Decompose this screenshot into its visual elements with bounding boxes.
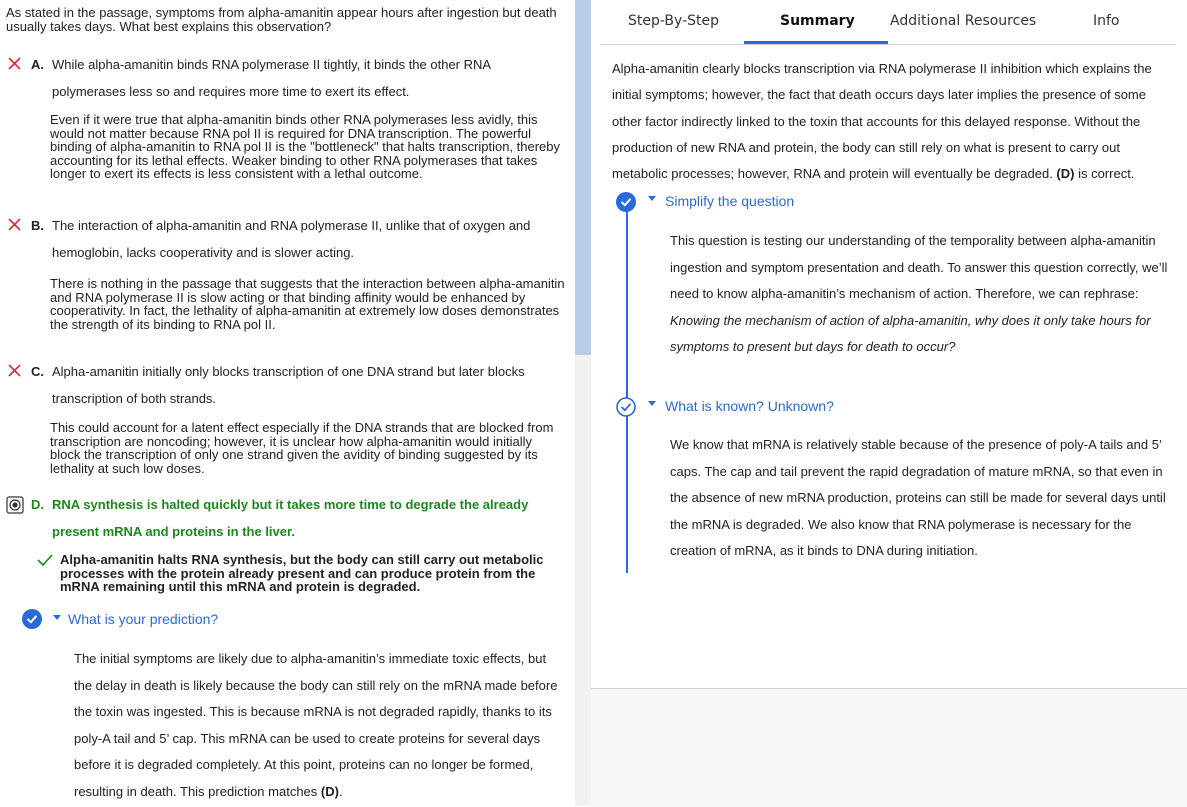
option-text: hemoglobin, lacks cooperativity and is slower acting.	[52, 245, 355, 260]
summary-body-end: is correct.	[1074, 166, 1135, 182]
step-body	[670, 228, 1175, 361]
radio-selected-icon[interactable]	[6, 496, 24, 514]
tab-info[interactable]: Info	[1093, 13, 1120, 29]
summary-text	[612, 56, 1172, 187]
prediction-text: The initial symptoms are likely due to alpha-amanitin’s immediate toxic effects, but the delay in death is likely because the body can still rely on the mRNA made before the toxin was ingested. This is because mRNA is not degraded rapidly, thanks to its poly-A tail and 5’ cap. This mRNA can be used to create proteins for several days before it is degraded completely. At this point, proteins can no longer be formed, resulting in death. This prediction matches	[74, 651, 558, 799]
timeline-line	[626, 203, 628, 573]
caret-down-icon[interactable]	[53, 615, 61, 620]
question-pane	[0, 0, 575, 806]
option-text: transcription of both strands.	[52, 391, 217, 406]
correct-explanation: Alpha-amanitin halts RNA synthesis, but the body can still carry out metabolic processes with the protein already present and can produce protein from the mRNA remaining until this mRNA and protein is degraded.	[60, 552, 544, 594]
option-text: Alpha-amanitin initially only blocks transcription of one DNA strand but later blocks	[52, 364, 525, 379]
option-explanation: Even if it were true that alpha-amanitin binds other RNA polymerases less avidly, this would not matter because RNA pol II is required for DNA transcription. The powerful binding of alpha-amanitin to RNA pol II is the "bottleneck" that halts transcription, thereby accounting for its lethal effects. Weaker binding to other RNA polymerases that takes longer to exert its effects is less consistent with a lethal outcome.	[50, 112, 561, 181]
option-text: RNA synthesis is halted quickly but it takes more time to degrade the already	[52, 497, 529, 512]
active-tab-indicator	[744, 41, 888, 44]
tab-bar	[601, 0, 1176, 45]
caret-down-icon[interactable]	[648, 401, 656, 406]
scrollbar[interactable]	[575, 0, 591, 806]
circle-check-icon	[22, 609, 42, 629]
step-body: We know that mRNA is relatively stable because of the presence of poly-A tails and 5’ caps. The cap and tail prevent the rapid degradation of mature mRNA, so that even in the absence of new mRNA production, proteins can still be made for several days until the mRNA is degraded. We also know that RNA polymerase is necessary for the creation of mRNA, as it binds to DNA during initiation.	[670, 437, 1166, 558]
step-rephrase: Knowing the mechanism of action of alpha-amanitin, why does it only take hours for symptoms to present but days for death to occur?	[670, 312, 1151, 354]
option-text: present mRNA and proteins in the liver.	[52, 524, 295, 539]
circle-check-icon	[616, 192, 636, 212]
step-title[interactable]: What is known? Unknown?	[665, 398, 834, 414]
option-explanation: There is nothing in the passage that suggests that the interaction between alpha-amanitin and RNA polymerase II is slow acting or that binding affinity would be enhanced by cooperativity. In fact, the lethality of alpha-amanitin at extremely low doses demonstrates the strength of its binding to RNA pol II.	[50, 276, 565, 332]
step-text: This question is testing our understanding of the temporality between alpha-amanitin ingestion and symptom presentation and death. To answer this question correctly, we’ll need to know alpha-amanitin’s mechanism of action. Therefore, we can rephrase:	[670, 233, 1168, 301]
tab-additional-resources[interactable]: Additional Resources	[890, 13, 1037, 29]
x-icon	[6, 216, 24, 234]
question-stem: As stated in the passage, symptoms from alpha-amanitin appear hours after ingestion but death usually takes days. What best explains this observation?	[6, 5, 557, 34]
tab-summary[interactable]: Summary	[780, 13, 855, 29]
option-text: polymerases less so and requires more time to exert its effect.	[52, 84, 410, 99]
x-icon	[6, 362, 24, 380]
scrollbar-thumb[interactable]	[575, 0, 591, 355]
footer-area	[591, 688, 1187, 807]
prediction-title[interactable]: What is your prediction?	[68, 611, 219, 627]
option-explanation: This could account for a latent effect especially if the DNA strands that are blocked from transcription are noncoding; however, it is unclear how alpha-amanitin would initially block the transcription of only one strand given the avidity of binding suggested by its lethality at such low doses.	[50, 420, 554, 476]
check-icon	[36, 553, 54, 567]
option-letter: D.	[31, 497, 44, 512]
tab-step-by-step[interactable]: Step-By-Step	[628, 13, 719, 29]
step-title[interactable]: Simplify the question	[665, 193, 795, 209]
prediction-text-end: .	[338, 783, 343, 799]
caret-down-icon[interactable]	[648, 196, 656, 201]
option-letter: B.	[31, 218, 44, 233]
prediction-header[interactable]	[22, 608, 562, 630]
option-letter: C.	[31, 364, 44, 379]
option-text: The interaction of alpha-amanitin and RNA polymerase II, unlike that of oxygen and	[52, 218, 531, 233]
summary-answer: (D)	[1056, 166, 1075, 182]
option-text: While alpha-amanitin binds RNA polymerase II tightly, it binds the other RNA	[52, 57, 492, 72]
x-icon	[6, 55, 24, 73]
explanation-pane	[591, 0, 1187, 806]
option-letter: A.	[31, 57, 44, 72]
prediction-body	[74, 646, 564, 805]
circle-check-outline-icon	[616, 397, 636, 417]
prediction-answer: (D)	[320, 783, 339, 799]
summary-body: Alpha-amanitin clearly blocks transcription via RNA polymerase II inhibition which explains the initial symptoms; however, the fact that death occurs days later implies the presence of some other factor indirectly linked to the toxin that accounts for this delayed response. Without the production of new RNA and protein, the body can still rely on what is present to carry out metabolic processes; however, RNA and protein will eventually be degraded.	[612, 61, 1152, 182]
